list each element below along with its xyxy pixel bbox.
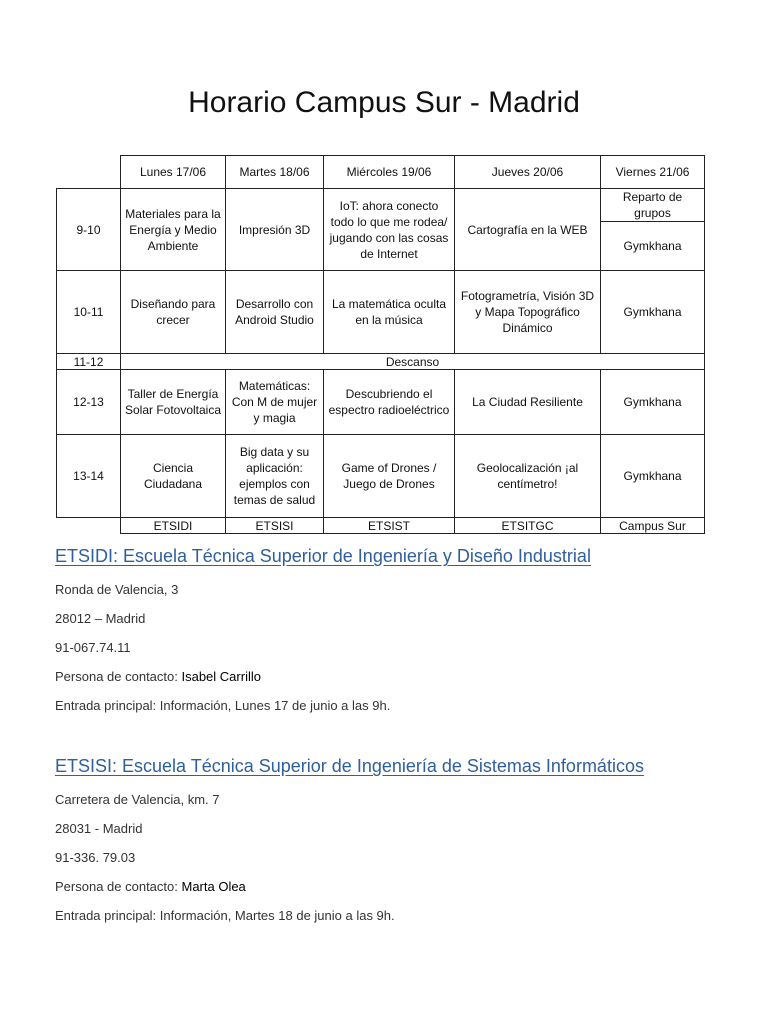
table-row: [57, 189, 705, 222]
time-cell: 13-14: [57, 435, 121, 518]
contact-label: Persona de contacto:: [55, 669, 178, 684]
etsisi-entrance: Entrada principal: Información, Martes 18 de junio a las 9h.: [55, 908, 395, 923]
session-cell: Gymkhana: [601, 435, 705, 518]
school-cell: ETSIDI: [121, 518, 226, 534]
day-header-martes: Martes 18/06: [226, 156, 324, 189]
school-cell: ETSITGC: [455, 518, 601, 534]
session-cell: Fotogrametría, Visión 3D y Mapa Topográfico Dinámico: [455, 271, 601, 354]
etsisi-phone: 91-336. 79.03: [55, 850, 136, 865]
day-header-viernes: Viernes 21/06: [601, 156, 705, 189]
session-cell: La Ciudad Resiliente: [455, 370, 601, 435]
school-cell: Campus Sur: [601, 518, 705, 534]
session-cell: Gymkhana: [601, 222, 705, 271]
contact-name: Marta Olea: [181, 879, 246, 894]
session-cell: La matemática oculta en la música: [324, 271, 455, 354]
session-cell: Taller de Energía Solar Fotovoltaica: [121, 370, 226, 435]
corner-cell: [57, 518, 121, 534]
school-row: [57, 518, 705, 534]
table-row: [57, 354, 705, 370]
contact-label: Persona de contacto:: [55, 879, 178, 894]
etsidi-phone: 91-067.74.11: [55, 640, 131, 655]
day-header-lunes: Lunes 17/06: [121, 156, 226, 189]
day-header-jueves: Jueves 20/06: [455, 156, 601, 189]
time-cell: 10-11: [57, 271, 121, 354]
table-row: [57, 435, 705, 518]
session-cell: Game of Drones / Juego de Drones: [324, 435, 455, 518]
table-row: [57, 271, 705, 354]
etsisi-heading-link[interactable]: ETSISI: Escuela Técnica Superior de Ingeniería de Sistemas Informáticos: [55, 756, 644, 776]
table-header-row: [57, 156, 705, 189]
etsisi-section: [55, 756, 644, 936]
etsisi-address: Carretera de Valencia, km. 7: [55, 792, 220, 807]
session-cell: IoT: ahora conecto todo lo que me rodea/ jugando con las cosas de Internet: [324, 189, 455, 271]
etsidi-city: 28012 – Madrid: [55, 611, 146, 626]
session-cell: Materiales para la Energía y Medio Ambiente: [121, 189, 226, 271]
session-cell: Gymkhana: [601, 271, 705, 354]
session-cell: Big data y su aplicación: ejemplos con temas de salud: [226, 435, 324, 518]
corner-cell: [57, 156, 121, 189]
session-cell: Geolocalización ¡al centímetro!: [455, 435, 601, 518]
school-cell: ETSISI: [226, 518, 324, 534]
session-cell: Descubriendo el espectro radioeléctrico: [324, 370, 455, 435]
contact-name: Isabel Carrillo: [181, 669, 261, 684]
time-cell: 12-13: [57, 370, 121, 435]
etsidi-contact: [55, 668, 591, 697]
etsisi-contact: [55, 878, 644, 907]
break-cell: Descanso: [121, 354, 705, 370]
schedule-table: [56, 155, 705, 534]
session-cell: Diseñando para crecer: [121, 271, 226, 354]
etsidi-entrance: Entrada principal: Información, Lunes 17 de junio a las 9h.: [55, 698, 391, 713]
etsidi-heading-link[interactable]: ETSIDI: Escuela Técnica Superior de Ingeniería y Diseño Industrial: [55, 546, 591, 566]
etsidi-address: Ronda de Valencia, 3: [55, 582, 179, 597]
session-cell: Matemáticas: Con M de mujer y magia: [226, 370, 324, 435]
time-cell: 9-10: [57, 189, 121, 271]
etsidi-section: [55, 546, 591, 726]
session-cell: Gymkhana: [601, 370, 705, 435]
time-cell: 11-12: [57, 354, 121, 370]
session-cell: Desarrollo con Android Studio: [226, 271, 324, 354]
session-cell: Cartografía en la WEB: [455, 189, 601, 271]
day-header-miercoles: Miércoles 19/06: [324, 156, 455, 189]
table-row: [57, 370, 705, 435]
page-title: Horario Campus Sur - Madrid: [188, 86, 580, 119]
session-cell: Ciencia Ciudadana: [121, 435, 226, 518]
etsisi-city: 28031 - Madrid: [55, 821, 143, 836]
session-cell: Reparto de grupos: [601, 189, 705, 222]
school-cell: ETSIST: [324, 518, 455, 534]
session-cell: Impresión 3D: [226, 189, 324, 271]
